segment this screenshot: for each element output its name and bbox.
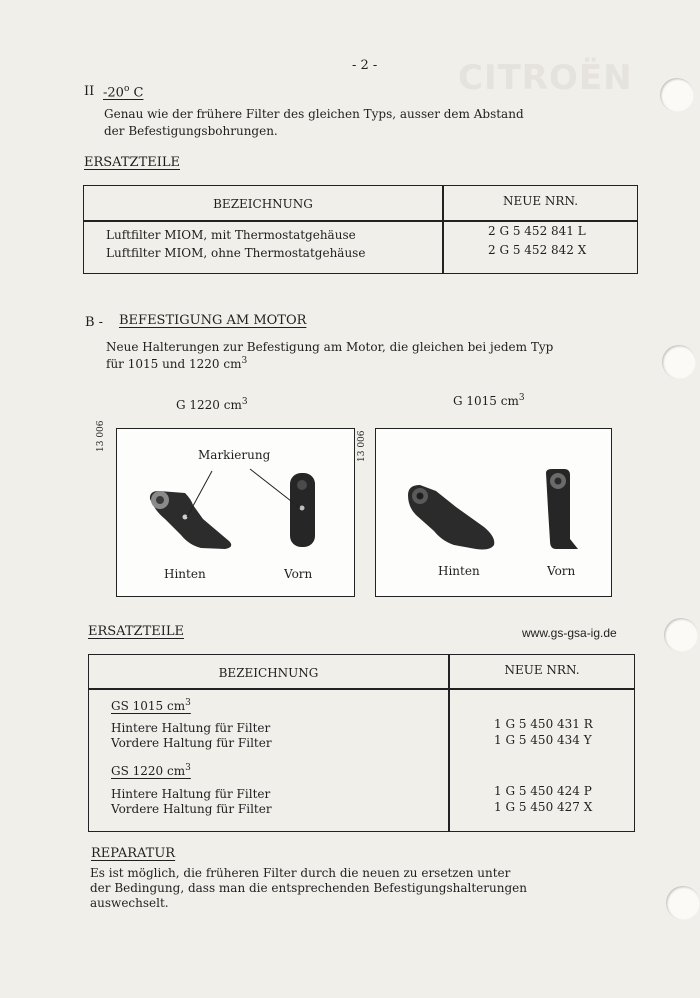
- table1-header-number: NEUE NRN.: [502, 194, 579, 208]
- table1-header-name: BEZEICHNUNG: [213, 197, 313, 211]
- table2-g2-row1-number: 1 G 5 450 424 P: [494, 784, 592, 798]
- section-b-title: BEFESTIGUNG AM MOTOR: [119, 313, 307, 328]
- punch-hole: [660, 78, 694, 112]
- section-b-text-line1: Neue Halterungen zur Befestigung am Motor, die gleichen bei jedem Typ: [106, 340, 554, 354]
- table2-group2-title: GS 1220 $cm^3$: [111, 763, 191, 778]
- table2-g2-row1-name: Hintere Haltung für Filter: [111, 787, 271, 801]
- table1-row2-number: 2 G 5 452 842 X: [488, 243, 587, 257]
- ersatzteile-heading-2: ERSATZTEILE: [88, 624, 184, 639]
- table1-row1-number: 2 G 5 452 841 L: [488, 224, 586, 238]
- table2-g1-row1-number: 1 G 5 450 431 R: [494, 717, 593, 731]
- temp-value: -20: [103, 85, 124, 101]
- parts-table-1: [83, 185, 638, 274]
- watermark-logo: CITROËN: [458, 58, 633, 98]
- reparatur-text-line2: der Bedingung, dass man die entsprechenden Befestigungshalterungen: [90, 881, 527, 895]
- temp-degree: o: [123, 84, 130, 94]
- section-ii-label: II: [84, 84, 95, 99]
- figure-right-caption: G 1015 $cm^3$: [453, 393, 525, 408]
- reparatur-heading: REPARATUR: [91, 846, 176, 861]
- bracket-illustration-right: [376, 429, 611, 596]
- reparatur-text-line1: Es ist möglich, die früheren Filter durch die neuen zu ersetzen unter: [90, 866, 511, 880]
- table2-g2-row2-number: 1 G 5 450 427 X: [494, 800, 593, 814]
- figure-right-photo: [375, 428, 612, 597]
- figure-left-photo: [116, 428, 355, 597]
- table2-g1-row1-name: Hintere Haltung für Filter: [111, 721, 271, 735]
- temp-unit: C: [133, 85, 144, 101]
- table2-g2-row2-name: Vordere Haltung für Filter: [111, 802, 272, 816]
- punch-hole: [662, 345, 696, 379]
- section-b-label: B -: [85, 315, 104, 330]
- section-ii-text-line2: der Befestigungsbohrungen.: [104, 124, 278, 138]
- figure-left-code: 13 006: [96, 420, 106, 452]
- punch-hole: [666, 886, 700, 920]
- section-ii-text-line1: Genau wie der frühere Filter des gleichen Typs, ausser dem Abstand: [104, 107, 524, 121]
- table2-g1-row2-name: Vordere Haltung für Filter: [111, 736, 272, 750]
- figure-left-caption: G 1220 $cm^3$: [176, 397, 248, 412]
- figure-right-code: 13 006: [357, 430, 367, 462]
- table2-g1-row2-number: 1 G 5 450 434 Y: [494, 733, 592, 747]
- table1-row1-name: Luftfilter MIOM, mit Thermostatgehäuse: [106, 228, 356, 242]
- parts-table-2: [88, 654, 635, 832]
- label-markierung: Markierung: [198, 448, 271, 462]
- table2-header-name: BEZEICHNUNG: [218, 666, 319, 680]
- label-hinten-left: Hinten: [164, 567, 206, 581]
- website-url: www.gs-gsa-ig.de: [522, 626, 617, 640]
- section-b-text-line2: für 1015 und 1220 $cm^3$: [106, 356, 248, 371]
- punch-hole: [664, 618, 698, 652]
- reparatur-text-line3: auswechselt.: [90, 896, 169, 910]
- label-vorn-right: Vorn: [547, 564, 576, 578]
- ersatzteile-heading-1: ERSATZTEILE: [84, 155, 180, 170]
- table1-row2-name: Luftfilter MIOM, ohne Thermostatgehäuse: [106, 246, 366, 260]
- label-vorn-left: Vorn: [284, 567, 313, 581]
- table2-group1-title: GS 1015 $cm^3$: [111, 698, 191, 713]
- table2-header-number: NEUE NRN.: [504, 663, 580, 677]
- label-hinten-right: Hinten: [438, 564, 480, 578]
- section-ii-temperature: [103, 84, 143, 100]
- page-number: - 2 -: [352, 58, 378, 73]
